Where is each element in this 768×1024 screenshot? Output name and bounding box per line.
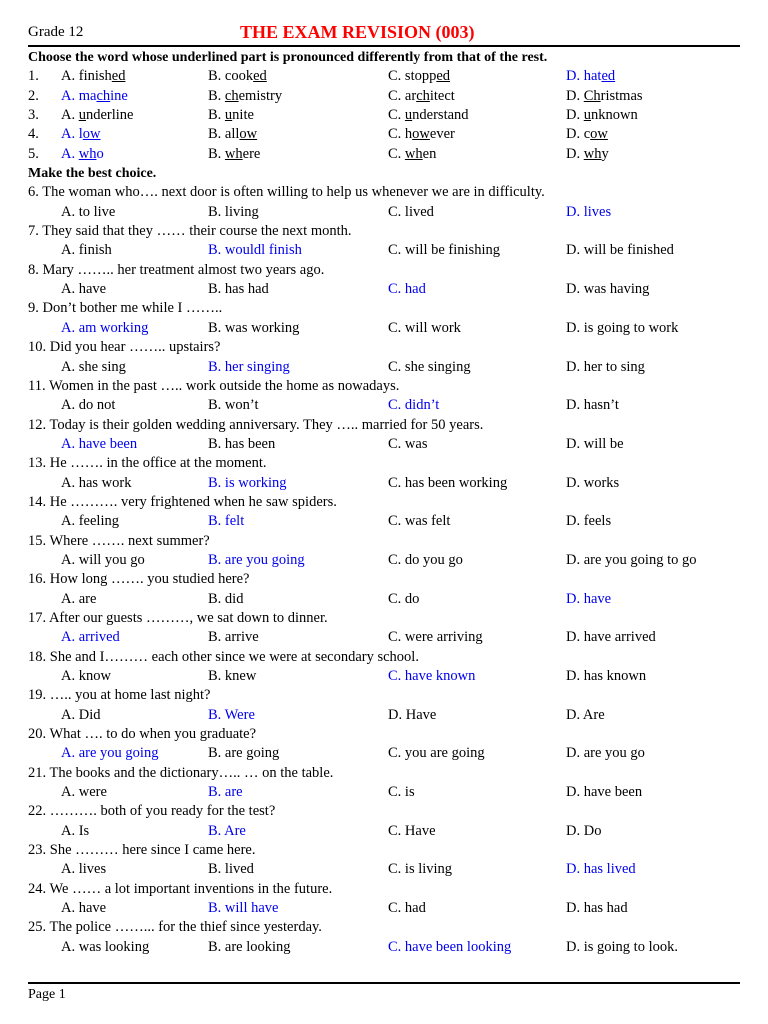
option-a[interactable] xyxy=(61,125,101,144)
option-d[interactable]: D. have xyxy=(566,590,612,607)
pronunciation-item xyxy=(28,145,740,164)
option-a[interactable]: A. to live xyxy=(61,203,116,220)
option-b[interactable]: B. her singing xyxy=(208,358,290,375)
underlined-part: ow xyxy=(82,126,101,143)
option-d[interactable] xyxy=(566,125,608,144)
footer-divider xyxy=(28,982,740,984)
option-d[interactable]: D. lives xyxy=(566,203,612,220)
question-text: 7. They said that they …… their course the next month. xyxy=(28,223,352,240)
word-part: ine xyxy=(110,87,128,104)
underlined-part: ow xyxy=(412,126,430,143)
underlined-part: ed xyxy=(601,68,616,85)
option-letter: D. xyxy=(566,87,581,104)
option-c[interactable] xyxy=(388,106,469,125)
underlined-part: ch xyxy=(224,87,239,104)
option-d[interactable]: D. is going to look. xyxy=(566,938,678,955)
options-row xyxy=(28,938,740,957)
word-part: finish xyxy=(78,68,112,85)
question-text: 13. He ……. in the office at the moment. xyxy=(28,455,267,472)
option-b[interactable] xyxy=(208,67,267,86)
option-c[interactable] xyxy=(388,125,455,144)
question-text: 11. Women in the past ….. work outside the home as nowadays. xyxy=(28,377,400,394)
word-part: all xyxy=(224,126,240,143)
options-row xyxy=(28,706,740,725)
option-d[interactable]: D. has lived xyxy=(566,861,636,878)
option-c[interactable] xyxy=(388,87,455,106)
underlined-part: wh xyxy=(224,145,243,162)
option-c[interactable]: C. lived xyxy=(388,203,434,220)
question-text: 16. How long ……. you studied here? xyxy=(28,571,250,588)
option-d[interactable]: D. is going to work xyxy=(566,319,679,336)
underlined-part: ed xyxy=(436,68,451,85)
option-c[interactable]: C. will work xyxy=(388,319,461,336)
exam-page xyxy=(28,0,740,1024)
page-number: Page 1 xyxy=(28,987,66,1002)
option-c[interactable]: C. had xyxy=(388,281,426,298)
option-letter: D. xyxy=(566,68,581,85)
question-text: 15. Where ……. next summer? xyxy=(28,532,210,549)
word-part: nderline xyxy=(85,107,134,124)
option-d[interactable]: D. Do xyxy=(566,822,602,839)
options-row xyxy=(28,899,740,918)
option-b[interactable]: B. are you going xyxy=(208,551,305,568)
option-letter: A. xyxy=(61,68,76,85)
option-a[interactable]: A. has work xyxy=(61,474,132,491)
underlined-part: ow xyxy=(239,126,258,143)
option-a[interactable] xyxy=(61,87,128,106)
option-b[interactable]: B. lived xyxy=(208,861,254,878)
option-c[interactable]: C. do xyxy=(388,590,420,607)
option-c[interactable]: C. do you go xyxy=(388,551,463,568)
options-row xyxy=(28,280,740,299)
option-letter: C. xyxy=(388,107,402,124)
question-text: 9. Don’t bother me while I …….. xyxy=(28,300,223,317)
option-letter: B. xyxy=(208,145,222,162)
option-a[interactable]: A. feeling xyxy=(61,513,119,530)
options-row xyxy=(28,358,740,377)
option-letter: B. xyxy=(208,87,222,104)
options-row xyxy=(28,474,740,493)
page-header xyxy=(28,22,740,44)
word-part: y xyxy=(601,145,609,162)
question-text: 10. Did you hear …….. upstairs? xyxy=(28,339,221,356)
word-part: nite xyxy=(232,107,254,124)
underlined-part: ed xyxy=(253,68,267,85)
option-b[interactable]: B. Are xyxy=(208,822,246,839)
option-c[interactable]: C. Have xyxy=(388,822,436,839)
section-2-heading: Make the best choice. xyxy=(28,166,157,182)
option-letter: A. xyxy=(61,145,76,162)
options-row xyxy=(28,744,740,763)
option-a[interactable]: A. have been xyxy=(61,435,138,452)
option-c[interactable] xyxy=(388,67,450,86)
option-b[interactable]: B. wouldl finish xyxy=(208,242,302,259)
option-c[interactable]: C. was xyxy=(388,435,428,452)
word-part: nknown xyxy=(590,107,638,124)
underlined-part: wh xyxy=(583,145,602,162)
underlined-part: u xyxy=(224,107,233,124)
option-a[interactable]: A. Did xyxy=(61,706,101,723)
option-c[interactable] xyxy=(388,145,436,164)
option-a[interactable]: A. have xyxy=(61,281,107,298)
grade-label: Grade 12 xyxy=(28,24,84,40)
question-text: 24. We …… a lot important inventions in the future. xyxy=(28,880,333,897)
option-a[interactable]: A. arrived xyxy=(61,629,120,646)
underlined-part: ch xyxy=(416,87,430,104)
options-row xyxy=(28,241,740,260)
option-d[interactable]: D. was having xyxy=(566,281,650,298)
option-c[interactable]: C. have been looking xyxy=(388,938,512,955)
option-d[interactable]: D. have been xyxy=(566,784,643,801)
option-letter: B. xyxy=(208,107,222,124)
option-c[interactable]: C. will be finishing xyxy=(388,242,500,259)
question-text: 17. After our guests ………, we sat down to dinner. xyxy=(28,609,328,626)
underlined-part: wh xyxy=(78,145,97,162)
underlined-part: ch xyxy=(96,87,111,104)
option-b[interactable]: B. is working xyxy=(208,474,287,491)
option-a[interactable]: A. Is xyxy=(61,822,90,839)
options-row xyxy=(28,590,740,609)
option-c[interactable]: C. has been working xyxy=(388,474,508,491)
option-b[interactable] xyxy=(208,125,257,144)
option-a[interactable] xyxy=(61,145,104,164)
option-letter: B. xyxy=(208,68,222,85)
option-a[interactable]: A. will you go xyxy=(61,551,145,568)
exam-title: THE EXAM REVISION (003) xyxy=(240,22,475,42)
word-part: cook xyxy=(224,68,254,85)
option-d[interactable]: D. has known xyxy=(566,668,647,684)
option-b[interactable]: B. has had xyxy=(208,281,269,298)
question-text: 20. What …. to do when you graduate? xyxy=(28,726,257,743)
option-c[interactable]: C. were arriving xyxy=(388,629,483,646)
options-row xyxy=(28,203,740,222)
question-text: 22. ………. both of you ready for the test? xyxy=(28,803,276,820)
option-a[interactable]: A. are you going xyxy=(61,745,159,762)
option-d[interactable]: D. hasn’t xyxy=(566,397,619,414)
option-d[interactable] xyxy=(566,106,638,125)
option-d[interactable] xyxy=(566,67,615,86)
option-a[interactable]: A. lives xyxy=(61,861,107,878)
option-d[interactable] xyxy=(566,87,643,106)
option-a[interactable]: A. she sing xyxy=(61,358,126,375)
word-part: hat xyxy=(583,68,602,85)
option-letter: D. xyxy=(566,145,581,162)
question-text: 19. ….. you at home last night? xyxy=(28,687,211,704)
option-b[interactable] xyxy=(208,87,282,106)
option-d[interactable]: D. Are xyxy=(566,706,605,723)
option-a[interactable]: A. was looking xyxy=(61,938,150,955)
option-a[interactable]: A. have xyxy=(61,900,107,917)
question-text: 25. The police ……... for the thief since yesterday. xyxy=(28,919,322,936)
question-number: 2. xyxy=(28,87,39,104)
question-text: 14. He ………. very frightened when he saw spiders. xyxy=(28,493,337,510)
option-b[interactable]: B. will have xyxy=(208,900,279,917)
options-row xyxy=(28,435,740,454)
options-row xyxy=(28,512,740,531)
underlined-part: ed xyxy=(111,68,126,85)
option-a[interactable]: A. finish xyxy=(61,242,112,259)
question-number: 3. xyxy=(28,107,39,124)
option-b[interactable]: B. living xyxy=(208,203,259,220)
underlined-part: wh xyxy=(404,145,423,162)
option-c[interactable]: C. is xyxy=(388,784,415,801)
option-c[interactable]: C. had xyxy=(388,900,426,917)
pronunciation-item xyxy=(28,87,740,106)
word-part: h xyxy=(404,126,413,143)
option-c[interactable]: C. have known xyxy=(388,668,476,684)
question-text: 23. She ……… here since I came here. xyxy=(28,842,256,859)
option-d[interactable]: D. works xyxy=(566,474,620,491)
option-b[interactable]: B. felt xyxy=(208,513,245,530)
option-letter: C. xyxy=(388,126,402,143)
option-a[interactable] xyxy=(61,106,134,125)
word-part: ere xyxy=(242,145,261,162)
options-row xyxy=(28,822,740,841)
option-d[interactable]: D. has had xyxy=(566,900,628,917)
underlined-part: ow xyxy=(590,126,608,143)
option-b[interactable]: B. are xyxy=(208,784,243,801)
word-part: l xyxy=(78,126,83,143)
word-part: emistry xyxy=(238,87,283,104)
option-letter: A. xyxy=(61,87,76,104)
option-b[interactable]: B. are going xyxy=(208,745,280,762)
option-b[interactable]: B. has been xyxy=(208,435,276,452)
option-letter: D. xyxy=(566,107,581,124)
underlined-part: u xyxy=(404,107,413,124)
options-row xyxy=(28,628,740,647)
word-part: c xyxy=(583,126,591,143)
option-b[interactable]: B. Were xyxy=(208,706,255,723)
word-part: ar xyxy=(404,87,417,104)
pronunciation-item xyxy=(28,125,740,144)
pronunciation-item xyxy=(28,67,740,86)
word-part: en xyxy=(422,145,437,162)
header-divider xyxy=(28,45,740,47)
option-b[interactable]: B. did xyxy=(208,590,244,607)
option-b[interactable]: B. was working xyxy=(208,319,300,336)
option-a[interactable] xyxy=(61,67,125,86)
options-row xyxy=(28,396,740,415)
word-part: nderstand xyxy=(412,107,469,124)
option-a[interactable]: A. are xyxy=(61,590,97,607)
word-part: ristmas xyxy=(600,87,643,104)
option-d[interactable]: D. are you going to go xyxy=(566,551,697,568)
option-b[interactable]: B. are looking xyxy=(208,938,291,955)
question-text: 6. The woman who…. next door is often willing to help us whenever we are in difficulty. xyxy=(28,184,545,201)
word-part: stopp xyxy=(404,68,437,85)
option-letter: C. xyxy=(388,87,402,104)
option-a[interactable]: A. do not xyxy=(61,397,116,414)
options-row xyxy=(28,783,740,802)
option-d[interactable]: D. have arrived xyxy=(566,629,656,646)
option-c[interactable]: C. was felt xyxy=(388,513,451,530)
option-d[interactable]: D. are you go xyxy=(566,745,645,762)
option-c[interactable]: C. is living xyxy=(388,861,453,878)
question-text: 12. Today is their golden wedding anniversary. They ….. married for 50 years. xyxy=(28,416,484,433)
underlined-part: Ch xyxy=(583,87,601,104)
underlined-part: u xyxy=(78,107,86,124)
option-b[interactable] xyxy=(208,145,260,164)
section-1-heading: Choose the word whose underlined part is pronounced differently from that of the rest. xyxy=(28,50,548,65)
option-d[interactable]: D. will be finished xyxy=(566,242,674,259)
pronunciation-item xyxy=(28,106,740,125)
options-row xyxy=(28,860,740,879)
question-number: 4. xyxy=(28,126,39,143)
option-a[interactable]: A. am working xyxy=(61,319,149,336)
option-d[interactable]: D. will be xyxy=(566,435,624,452)
option-a[interactable]: A. know xyxy=(61,668,111,684)
option-d[interactable]: D. feels xyxy=(566,513,612,530)
option-b[interactable]: B. knew xyxy=(208,668,257,684)
option-b[interactable] xyxy=(208,106,254,125)
question-text: 8. Mary …….. her treatment almost two years ago. xyxy=(28,261,325,278)
option-a[interactable]: A. were xyxy=(61,784,107,801)
option-b[interactable]: B. won’t xyxy=(208,397,259,414)
option-d[interactable] xyxy=(566,145,609,164)
underlined-part: u xyxy=(583,107,591,124)
word-part: itect xyxy=(429,87,455,104)
question-number: 1. xyxy=(28,68,39,85)
option-letter: C. xyxy=(388,68,402,85)
question-number: 5. xyxy=(28,145,39,162)
word-part: ever xyxy=(429,126,455,143)
options-row xyxy=(28,551,740,570)
option-letter: A. xyxy=(61,126,76,143)
question-text: 18. She and I……… each other since we were at secondary school. xyxy=(28,648,419,665)
option-b[interactable]: B. arrive xyxy=(208,629,259,646)
option-letter: D. xyxy=(566,126,581,143)
option-c[interactable]: C. you are going xyxy=(388,745,485,762)
exam-content xyxy=(28,48,740,957)
word-part: ma xyxy=(78,87,97,104)
option-c[interactable]: C. she singing xyxy=(388,358,471,375)
option-letter: C. xyxy=(388,145,402,162)
options-row xyxy=(28,667,740,686)
options-row xyxy=(28,319,740,338)
option-letter: B. xyxy=(208,126,222,143)
option-d[interactable]: D. her to sing xyxy=(566,358,645,375)
question-text: 21. The books and the dictionary….. … on the table. xyxy=(28,764,334,781)
word-part: o xyxy=(96,145,104,162)
option-c[interactable]: D. Have xyxy=(388,706,437,723)
option-letter: A. xyxy=(61,107,76,124)
option-c[interactable]: C. didn’t xyxy=(388,397,440,414)
